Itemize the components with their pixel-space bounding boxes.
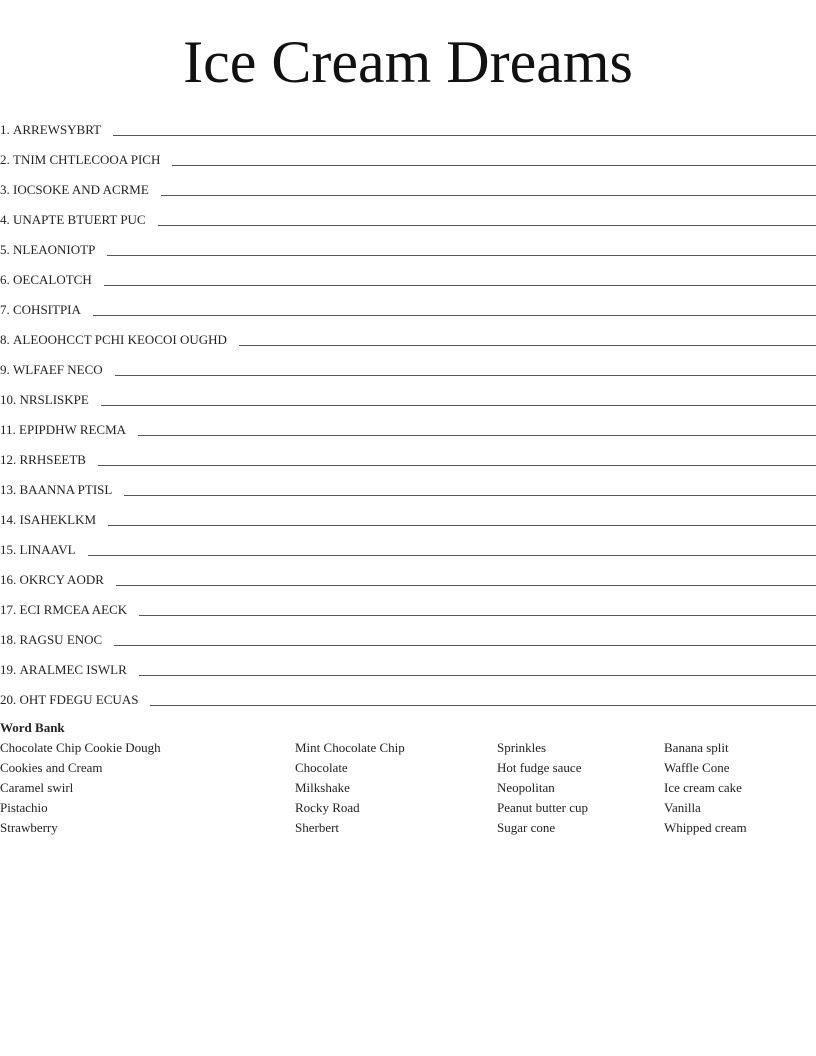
- scrambled-word: LINAAVL: [19, 542, 76, 557]
- puzzle-row: [0, 228, 816, 258]
- puzzle-row: [0, 348, 816, 378]
- scrambled-word: ISAHEKLKM: [19, 512, 97, 527]
- puzzle-row: [0, 438, 816, 468]
- word-bank-item: Ice cream cake: [664, 780, 742, 795]
- puzzle-row: [0, 648, 816, 678]
- word-bank-item: Caramel swirl: [0, 780, 74, 795]
- word-bank-item: Strawberry: [0, 820, 58, 835]
- word-bank-item: Sherbert: [295, 820, 340, 835]
- answer-line[interactable]: [114, 644, 816, 646]
- scrambled-word: NLEAONIOTP: [13, 242, 96, 257]
- word-bank-item: Waffle Cone: [664, 760, 730, 775]
- puzzle-number: 1.: [0, 122, 10, 137]
- puzzle-row: [0, 288, 816, 318]
- puzzle-number: 3.: [0, 182, 10, 197]
- answer-line[interactable]: [88, 554, 816, 556]
- word-bank-item: Hot fudge sauce: [497, 760, 582, 775]
- answer-line[interactable]: [108, 524, 816, 526]
- word-bank-item: Rocky Road: [295, 800, 360, 815]
- word-bank-column: [497, 738, 588, 838]
- puzzle-number: 8.: [0, 332, 10, 347]
- puzzle-row: [0, 378, 816, 408]
- answer-line[interactable]: [161, 194, 816, 196]
- answer-line[interactable]: [124, 494, 816, 496]
- word-bank-item: Sugar cone: [497, 820, 556, 835]
- puzzle-row: [0, 318, 816, 348]
- puzzle-number: 9.: [0, 362, 10, 377]
- word-bank-item: Mint Chocolate Chip: [295, 740, 405, 755]
- puzzle-number: 18.: [0, 632, 17, 647]
- scrambled-word: OHT FDEGU ECUAS: [19, 692, 139, 707]
- scrambled-word: COHSITPIA: [13, 302, 81, 317]
- puzzle-row: [0, 498, 816, 528]
- puzzle-number: 20.: [0, 692, 17, 707]
- answer-line[interactable]: [158, 224, 816, 226]
- word-bank-column: [295, 738, 405, 838]
- puzzle-list: [0, 108, 816, 708]
- puzzle-row: [0, 588, 816, 618]
- word-bank-column: [664, 738, 747, 838]
- word-bank-grid: [0, 738, 816, 838]
- puzzle-row: [0, 618, 816, 648]
- word-bank-item: Pistachio: [0, 800, 48, 815]
- puzzle-row: [0, 408, 816, 438]
- puzzle-row: [0, 258, 816, 288]
- answer-line[interactable]: [98, 464, 816, 466]
- puzzle-row: [0, 468, 816, 498]
- scrambled-word: UNAPTE BTUERT PUC: [13, 212, 146, 227]
- puzzle-number: 12.: [0, 452, 17, 467]
- scrambled-word: EPIPDHW RECMA: [19, 422, 127, 437]
- word-bank-item: Peanut butter cup: [497, 800, 588, 815]
- word-bank-item: Milkshake: [295, 780, 350, 795]
- answer-line[interactable]: [139, 674, 816, 676]
- puzzle-number: 19.: [0, 662, 17, 677]
- word-bank-item: Whipped cream: [664, 820, 747, 835]
- puzzle-number: 2.: [0, 152, 10, 167]
- answer-line[interactable]: [113, 134, 816, 136]
- word-bank-item: Neopolitan: [497, 780, 555, 795]
- scrambled-word: ARALMEC ISWLR: [19, 662, 127, 677]
- answer-line[interactable]: [116, 584, 816, 586]
- answer-line[interactable]: [239, 344, 816, 346]
- scrambled-word: RAGSU ENOC: [19, 632, 103, 647]
- answer-line[interactable]: [172, 164, 816, 166]
- scrambled-word: WLFAEF NECO: [13, 362, 103, 377]
- answer-line[interactable]: [139, 614, 816, 616]
- scrambled-word: OKRCY AODR: [19, 572, 104, 587]
- answer-line[interactable]: [138, 434, 816, 436]
- scrambled-word: RRHSEETB: [19, 452, 86, 467]
- scrambled-word: TNIM CHTLECOOA PICH: [13, 152, 161, 167]
- puzzle-number: 14.: [0, 512, 17, 527]
- word-bank-item: Chocolate Chip Cookie Dough: [0, 740, 161, 755]
- puzzle-number: 11.: [0, 422, 16, 437]
- answer-line[interactable]: [93, 314, 816, 316]
- scrambled-word: ECI RMCEA AECK: [19, 602, 128, 617]
- word-bank: [0, 718, 816, 838]
- puzzle-number: 15.: [0, 542, 17, 557]
- word-bank-title: Word Bank: [0, 720, 65, 735]
- puzzle-row: [0, 138, 816, 168]
- answer-line[interactable]: [104, 284, 816, 286]
- scrambled-word: ALEOOHCCT PCHI KEOCOI OUGHD: [13, 332, 227, 347]
- puzzle-number: 5.: [0, 242, 10, 257]
- puzzle-row: [0, 108, 816, 138]
- puzzle-number: 7.: [0, 302, 10, 317]
- puzzle-number: 6.: [0, 272, 10, 287]
- puzzle-row: [0, 558, 816, 588]
- word-bank-item: Chocolate: [295, 760, 348, 775]
- answer-line[interactable]: [101, 404, 816, 406]
- puzzle-number: 16.: [0, 572, 17, 587]
- answer-line[interactable]: [115, 374, 816, 376]
- scrambled-word: IOCSOKE AND ACRME: [13, 182, 149, 197]
- scrambled-word: NRSLISKPE: [19, 392, 89, 407]
- word-bank-item: Vanilla: [664, 800, 701, 815]
- scrambled-word: BAANNA PTISL: [19, 482, 113, 497]
- puzzle-row: [0, 168, 816, 198]
- page-title: Ice Cream Dreams: [183, 29, 633, 95]
- scrambled-word: OECALOTCH: [13, 272, 92, 287]
- puzzle-number: 10.: [0, 392, 17, 407]
- puzzle-row: [0, 528, 816, 558]
- word-bank-item: Sprinkles: [497, 740, 547, 755]
- puzzle-number: 17.: [0, 602, 17, 617]
- word-bank-column: [0, 738, 161, 838]
- puzzle-number: 13.: [0, 482, 17, 497]
- puzzle-row: [0, 198, 816, 228]
- scrambled-word: ARREWSYBRT: [13, 122, 102, 137]
- word-bank-item: Banana split: [664, 740, 729, 755]
- puzzle-row: [0, 678, 816, 708]
- word-bank-item: Cookies and Cream: [0, 760, 103, 775]
- puzzle-number: 4.: [0, 212, 10, 227]
- answer-line[interactable]: [107, 254, 816, 256]
- answer-line[interactable]: [150, 704, 816, 706]
